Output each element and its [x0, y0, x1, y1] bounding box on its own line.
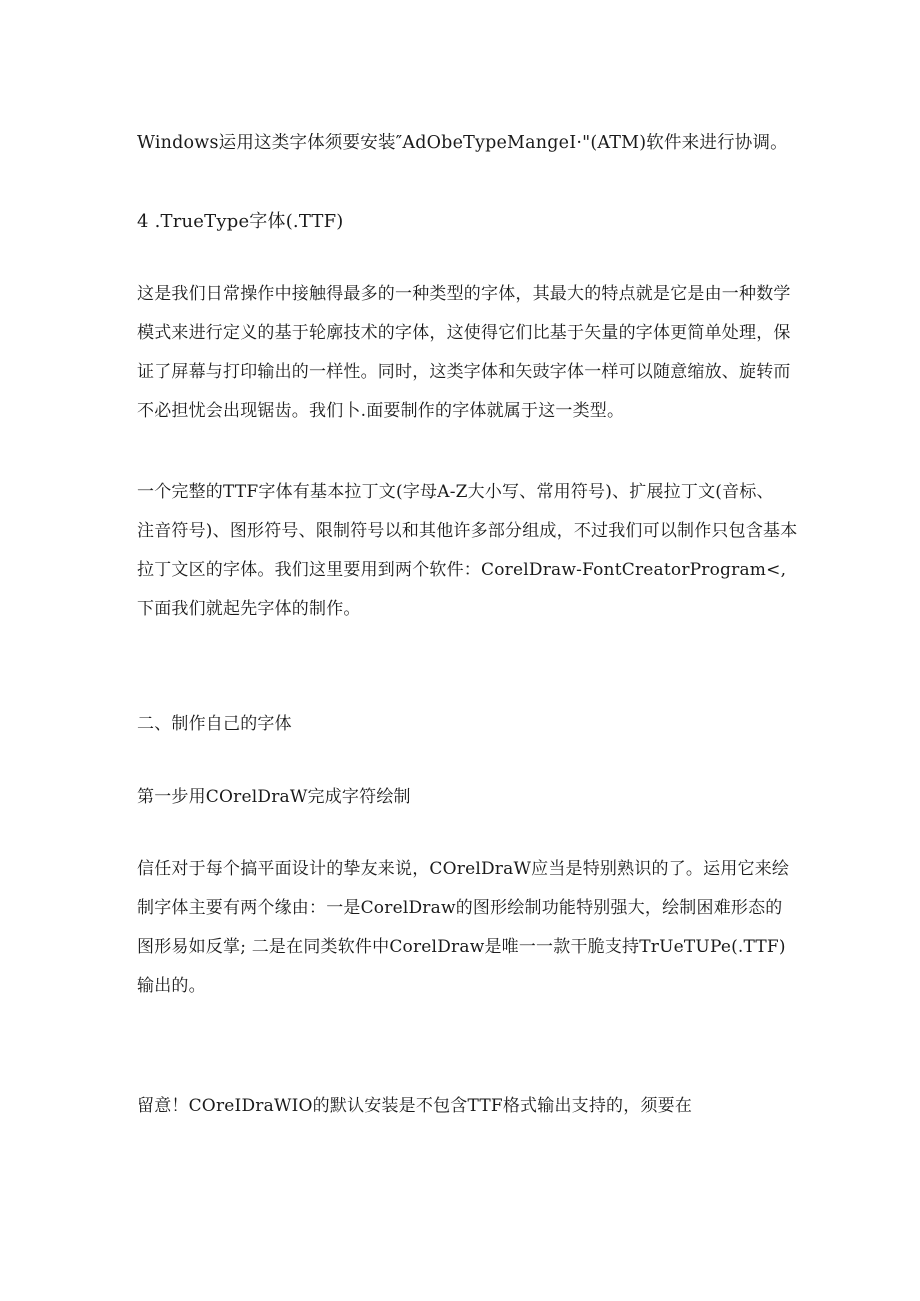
- text-line: 制字体主要有两个缘由：一是CorelDraw的图形绘制功能特别强大，绘制困难形态的: [137, 898, 783, 918]
- text-line: 证了屏幕与打印输出的一样性。同时，这类字体和矢豉字体一样可以随意缩放、旋转而: [137, 362, 791, 382]
- text-line: 注音符号)、图形符号、限制符号以和其他许多部分组成，不过我们可以制作只包含基本: [137, 521, 798, 541]
- text-line: 输出的。: [137, 976, 206, 996]
- section-heading-truetype: [137, 202, 787, 241]
- heading-line: 二、制作自己的字体: [137, 714, 292, 734]
- heading-line: 4 .TrueType字体(.TTF): [137, 211, 344, 232]
- paragraph-coreldraw-reasons: [137, 850, 790, 1006]
- text-line: 不必担忧会出现锯齿。我们卜.面要制作的字体就属于这一类型。: [137, 401, 625, 421]
- text-line: 模式来进行定义的基于轮廓技术的字体，这使得它们比基于矢量的字体更简单处理，保: [137, 323, 791, 343]
- text-line: 下面我们就起先字体的制作。: [137, 599, 361, 619]
- heading-line: 第一步用COrelDraW完成字符绘制: [137, 787, 411, 807]
- text-line: 图形易如反掌; 二是在同类软件中CorelDraw是唯一一款干脆支持TrUeTUPe(.TTF): [137, 937, 786, 957]
- text-line: 信任对于每个搞平面设计的挚友来说，COrelDraW应当是特别熟识的了。运用它来绘: [137, 859, 790, 879]
- text-line: 这是我们日常操作中接触得最多的一种类型的字体，其最大的特点就是它是由一种数学: [137, 284, 791, 304]
- section-heading-make-font: [137, 705, 787, 744]
- paragraph-atm-note: [137, 124, 787, 163]
- text-line: 一个完整的TTF字体有基本拉丁文(字母A-Z大小写、常用符号)、扩展拉丁文(音标、: [137, 482, 774, 502]
- paragraph-truetype-description: [137, 275, 791, 431]
- paragraph-install-note: [137, 1087, 787, 1126]
- paragraph-ttf-composition: [137, 473, 798, 629]
- text-line: Windows运用这类字体须要安装″AdObeTypeMangeI·"(ATM)软件来进行协调。: [137, 133, 788, 153]
- text-line: 留意！COreIDraWIO的默认安装是不包含TTF格式输出支持的，须要在: [137, 1096, 693, 1116]
- text-line: 拉丁文区的字体。我们这里要用到两个软件：CorelDraw-FontCreatorProgram<,: [137, 560, 787, 580]
- step-heading-coreldraw: [137, 778, 787, 817]
